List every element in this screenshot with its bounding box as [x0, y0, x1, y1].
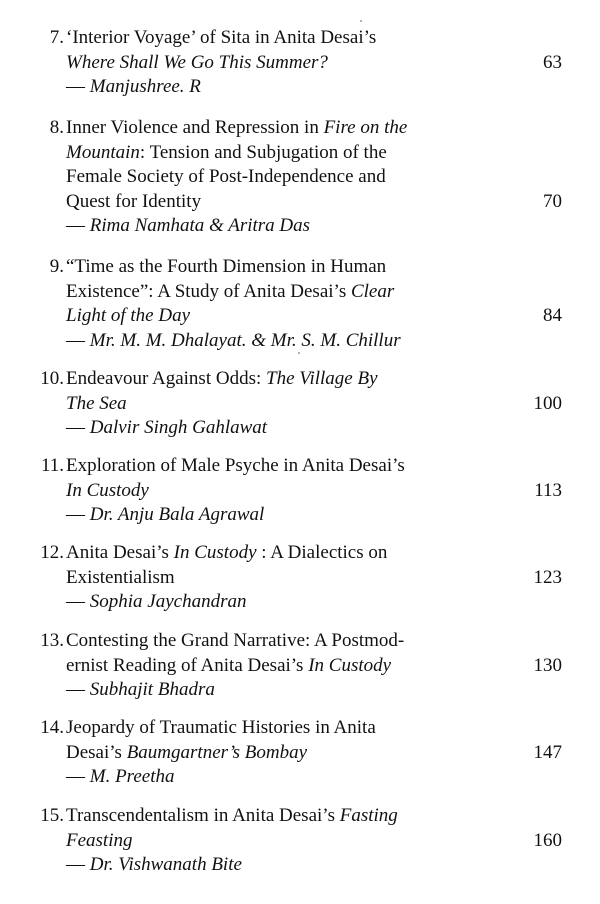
entry-number: 15.	[40, 805, 64, 826]
entry-author	[66, 678, 496, 703]
entry-body	[66, 629, 496, 703]
title-text-italic: Clear	[350, 280, 395, 302]
title-text-italic: Fasting	[339, 805, 398, 826]
entry-title-line: Feasting	[66, 829, 133, 851]
entry-title-line	[66, 654, 496, 679]
entry-page-number: 160	[533, 829, 562, 851]
entry-number: 7.	[49, 27, 64, 48]
entry-title-line	[66, 280, 496, 305]
entry-number: 10.	[40, 368, 64, 389]
title-text: : Tension and Subjugation of the	[139, 141, 387, 163]
entry-page-number: 123	[533, 566, 562, 588]
entry-number: 14.	[40, 717, 64, 738]
author-name: Subhajit Bhadra	[89, 679, 215, 700]
entry-title-line	[66, 141, 496, 166]
author-name: Dr. Vishwanath Bite	[89, 854, 242, 875]
entry-page-number: 130	[533, 654, 562, 676]
author-dash: —	[66, 679, 90, 700]
entry-title-line: ‘Interior Voyage’ of Sita in Anita Desai’s	[66, 27, 377, 48]
title-text: Endeavour Against Odds:	[66, 368, 267, 389]
entry-body	[66, 716, 496, 790]
title-text: Inner Violence and Repression in	[66, 117, 324, 138]
entry-page-number: 113	[534, 479, 562, 501]
entry-title-line	[66, 367, 496, 392]
entry-title-line	[66, 804, 496, 829]
title-text-italic: Baumgartner’s Bombay	[126, 741, 308, 763]
entry-author	[66, 329, 496, 354]
entry-title-line: Quest for Identity	[66, 190, 202, 212]
entry-page-number: 84	[543, 305, 562, 326]
entry-title-line: Contesting the Grand Narrative: A Postmod-	[66, 630, 405, 651]
entry-body	[66, 367, 496, 441]
author-dash: —	[66, 76, 90, 97]
author-dash: —	[66, 215, 90, 236]
entry-title-line	[66, 541, 496, 566]
entry-page-number: 70	[543, 190, 562, 212]
entry-body	[66, 255, 496, 353]
entry-number: 12.	[40, 542, 64, 563]
title-text: Desai’s	[66, 741, 127, 763]
entry-author	[66, 765, 496, 790]
entry-title-line: The Sea	[66, 392, 127, 414]
entry-title-line: Jeopardy of Traumatic Histories in Anita	[66, 717, 376, 738]
author-dash: —	[66, 417, 90, 438]
author-name: Rima Namhata & Aritra Das	[89, 215, 311, 236]
entry-page-number: 63	[543, 51, 562, 73]
title-text: Anita Desai’s	[66, 542, 174, 563]
title-text: ernist Reading of Anita Desai’s	[66, 654, 309, 676]
entry-title-line: Exploration of Male Psyche in Anita Desai’s	[66, 455, 405, 476]
entry-number: 9.	[49, 256, 64, 277]
entry-number: 11.	[40, 455, 64, 476]
title-text: : A Dialectics on	[256, 542, 388, 563]
title-text: Existence”: A Study of Anita Desai’s	[66, 280, 351, 302]
author-dash: —	[66, 591, 90, 612]
entry-page-number: 100	[533, 392, 562, 414]
author-dash: —	[66, 766, 90, 787]
author-name: M. Preetha	[89, 766, 175, 787]
author-name: Mr. M. M. Dhalayat. & Mr. S. M. Chillur	[89, 329, 401, 351]
author-dash: —	[66, 329, 90, 351]
author-name: Dr. Anju Bala Agrawal	[89, 504, 265, 525]
entry-body	[66, 454, 496, 528]
title-text: Transcendentalism in Anita Desai’s	[66, 805, 340, 826]
entry-author	[66, 853, 496, 878]
entry-author	[66, 503, 496, 528]
entry-title-line: Female Society of Post-Independence and	[66, 166, 386, 187]
entry-page-number: 147	[533, 741, 562, 763]
entry-body	[66, 116, 496, 239]
entry-title-line: Where Shall We Go This Summer?	[66, 51, 328, 73]
entry-author	[66, 214, 496, 239]
title-text-italic: In Custody	[308, 654, 392, 676]
author-name: Dalvir Singh Gahlawat	[89, 417, 268, 438]
entry-number: 13.	[40, 630, 64, 651]
entry-author	[66, 416, 496, 441]
entry-author	[66, 75, 496, 100]
title-text-italic: Mountain	[66, 141, 140, 163]
entry-title-line: In Custody	[66, 479, 149, 501]
entry-title-line: “Time as the Fourth Dimension in Human	[66, 256, 387, 277]
entry-number: 8.	[49, 117, 64, 138]
scan-speck	[360, 20, 362, 22]
entry-body	[66, 26, 496, 100]
author-dash: —	[66, 504, 90, 525]
title-text-italic: The Village By	[266, 368, 378, 389]
entry-body	[66, 804, 496, 878]
title-text-italic: Fire on the	[323, 117, 408, 138]
entry-body	[66, 541, 496, 615]
entry-title-line	[66, 741, 496, 766]
entry-title-line	[66, 116, 496, 141]
author-dash: —	[66, 854, 90, 875]
entry-title-line: Light of the Day	[66, 305, 191, 326]
entry-title-line: Existentialism	[66, 566, 175, 588]
entry-author	[66, 590, 496, 615]
scan-speck	[298, 352, 300, 354]
author-name: Manjushree. R	[89, 76, 201, 97]
author-name: Sophia Jaychandran	[89, 591, 247, 612]
title-text-italic: In Custody	[173, 542, 257, 563]
